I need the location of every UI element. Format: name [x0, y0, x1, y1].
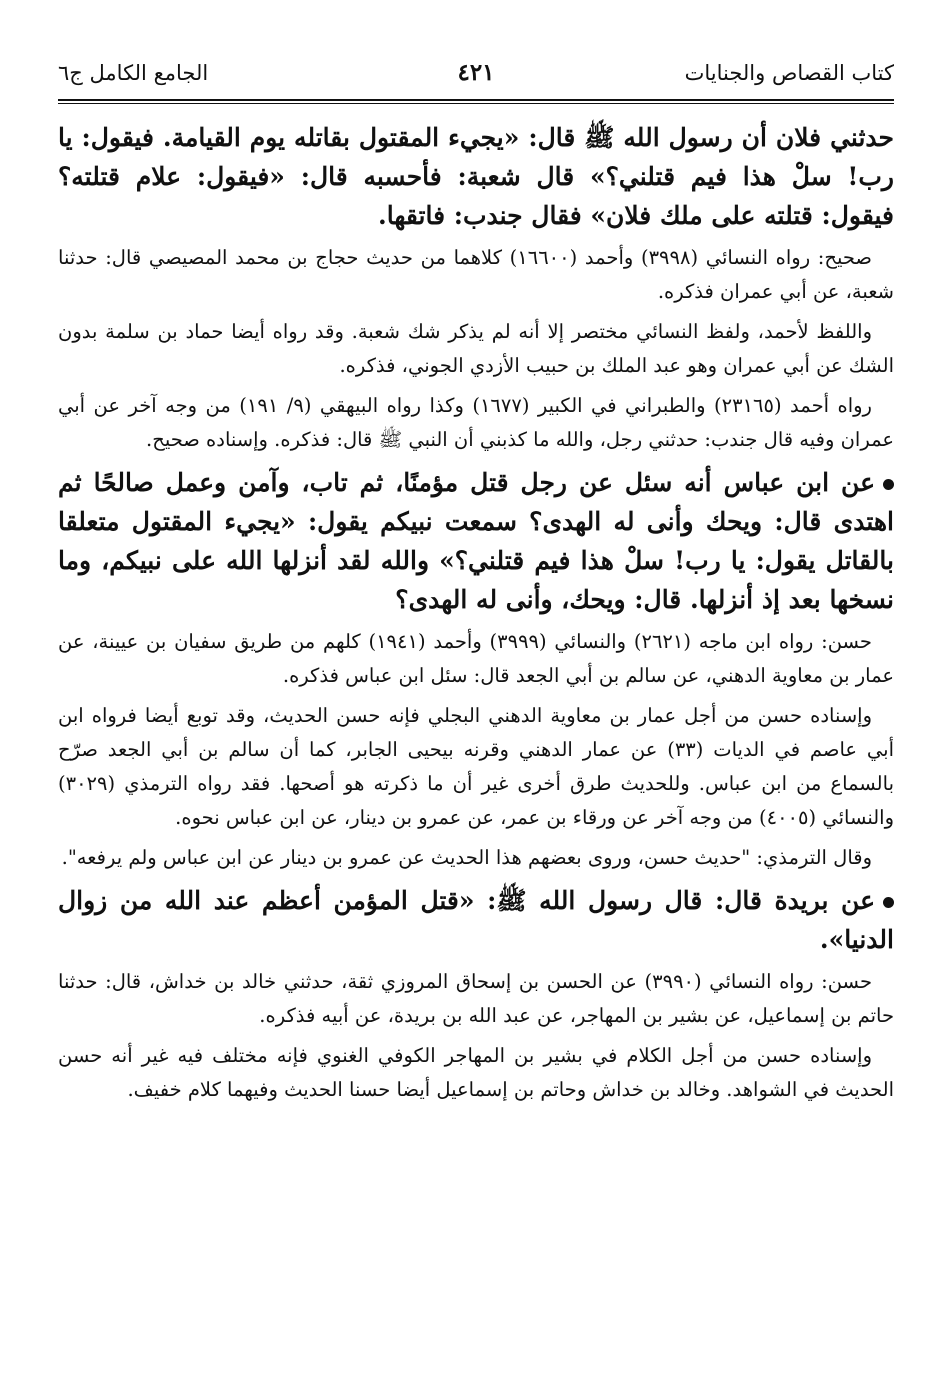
- commentary-paragraph: رواه أحمد (٢٣١٦٥) والطبراني في الكبير (١٦٧٧) وكذا رواه البيهقي (٩/ ١٩١) من وجه آخر عن أبي عمران وفيه قال جندب: حدثني رجل، والله ما كذبني أن النبي ﷺ قال: فذكره. وإسناده صحيح.: [58, 394, 894, 451]
- commentary-paragraph: حسن: رواه ابن ماجه (٢٦٢١) والنسائي (٣٩٩٩) وأحمد (١٩٤١) كلهم من طريق سفيان بن عيينة، عن عمار بن معاوية الدهني، عن سالم بن أبي الجعد قال: سئل ابن عباس فذكره.: [58, 630, 894, 687]
- page-header: [58, 55, 894, 95]
- commentary-paragraph: وقال الترمذي: "حديث حسن، وروى بعضهم هذا الحديث عن عمرو بن دينار عن ابن عباس ولم يرفعه".: [61, 846, 872, 869]
- book-title: كتاب القصاص والجنايات: [684, 61, 894, 85]
- page-body: [58, 118, 894, 1113]
- commentary-paragraph: وإسناده حسن من أجل عمار بن معاوية الدهني البجلي فإنه حسن الحديث، وقد توبع أيضا فرواه ابن أبي عاصم في الديات (٣٣) عن عمار الدهني وقرنه بيحيى الجابر، كما أن سالم بن أبي الجعد صرّح بالسماع من ابن عباس. وللحديث طرق أخرى غير أن ما ذكرته هو أصحها. فقد رواه الترمذي (٣٠٢٩) والنسائي (٤٠٠٥) من وجه آخر عن ورقاء بن عمر، عن عمرو بن دينار، عن ابن عباس نحوه.: [58, 704, 894, 829]
- bullet-icon: [883, 897, 894, 908]
- hadith-text: عن بريدة قال: قال رسول الله ﷺ: «قتل المؤمن أعظم عند الله من زوال الدنيا».: [58, 886, 894, 954]
- commentary-paragraph: صحيح: رواه النسائي (٣٩٩٨) وأحمد (١٦٦٠٠) كلاهما من حديث حجاج بن محمد المصيصي قال: حدثنا شعبة، عن أبي عمران فذكره.: [58, 246, 894, 303]
- commentary-paragraph: حسن: رواه النسائي (٣٩٩٠) عن الحسن بن إسحاق المروزي ثقة، حدثني خالد بن خداش، قال: حدثنا حاتم بن إسماعيل، عن بشير بن المهاجر، عن عبد الله بن بريدة، عن أبيه فذكره.: [58, 970, 894, 1027]
- volume-title: الجامع الكامل ج٦: [58, 61, 209, 85]
- hadith-text: حدثني فلان أن رسول الله ﷺ قال: «يجيء المقتول بقاتله يوم القيامة. فيقول: يا رب! سلْ هذا فيم قتلني؟» قال شعبة: فأحسبه قال: «فيقول: علام قتلته؟ فيقول: قتلته على ملك فلان» فقال جندب: فاتقها.: [58, 123, 894, 230]
- commentary-paragraph: واللفظ لأحمد، ولفظ النسائي مختصر إلا أنه لم يذكر شك شعبة. وقد رواه أيضا حماد بن سلمة بدون الشك عن أبي عمران وهو عبد الملك بن حبيب الأزدي الجوني، فذكره.: [58, 320, 894, 377]
- commentary-paragraph: وإسناده حسن من أجل الكلام في بشير بن المهاجر الكوفي الغنوي فإنه مختلف فيه غير أنه حسن الحديث في الشواهد. وخالد بن خداش وحاتم بن إسماعيل أيضا حسنا الحديث وفيهما كلام خفيف.: [58, 1044, 894, 1101]
- hadith-text: عن ابن عباس أنه سئل عن رجل قتل مؤمنًا، ثم تاب، وآمن وعمل صالحًا ثم اهتدى قال: ويحك وأنى له الهدى؟ سمعت نبيكم يقول: «يجيء المقتول متعلقا بالقاتل يقول: يا رب! سلْ هذا فيم قتلني؟» والله لقد أنزلها الله على نبيكم، وما نسخها بعد إذ أنزلها. قال: ويحك، وأنى له الهدى؟: [58, 468, 894, 614]
- bullet-icon: [883, 479, 894, 490]
- page-number: ٤٢١: [457, 59, 495, 86]
- header-rule: [58, 99, 894, 104]
